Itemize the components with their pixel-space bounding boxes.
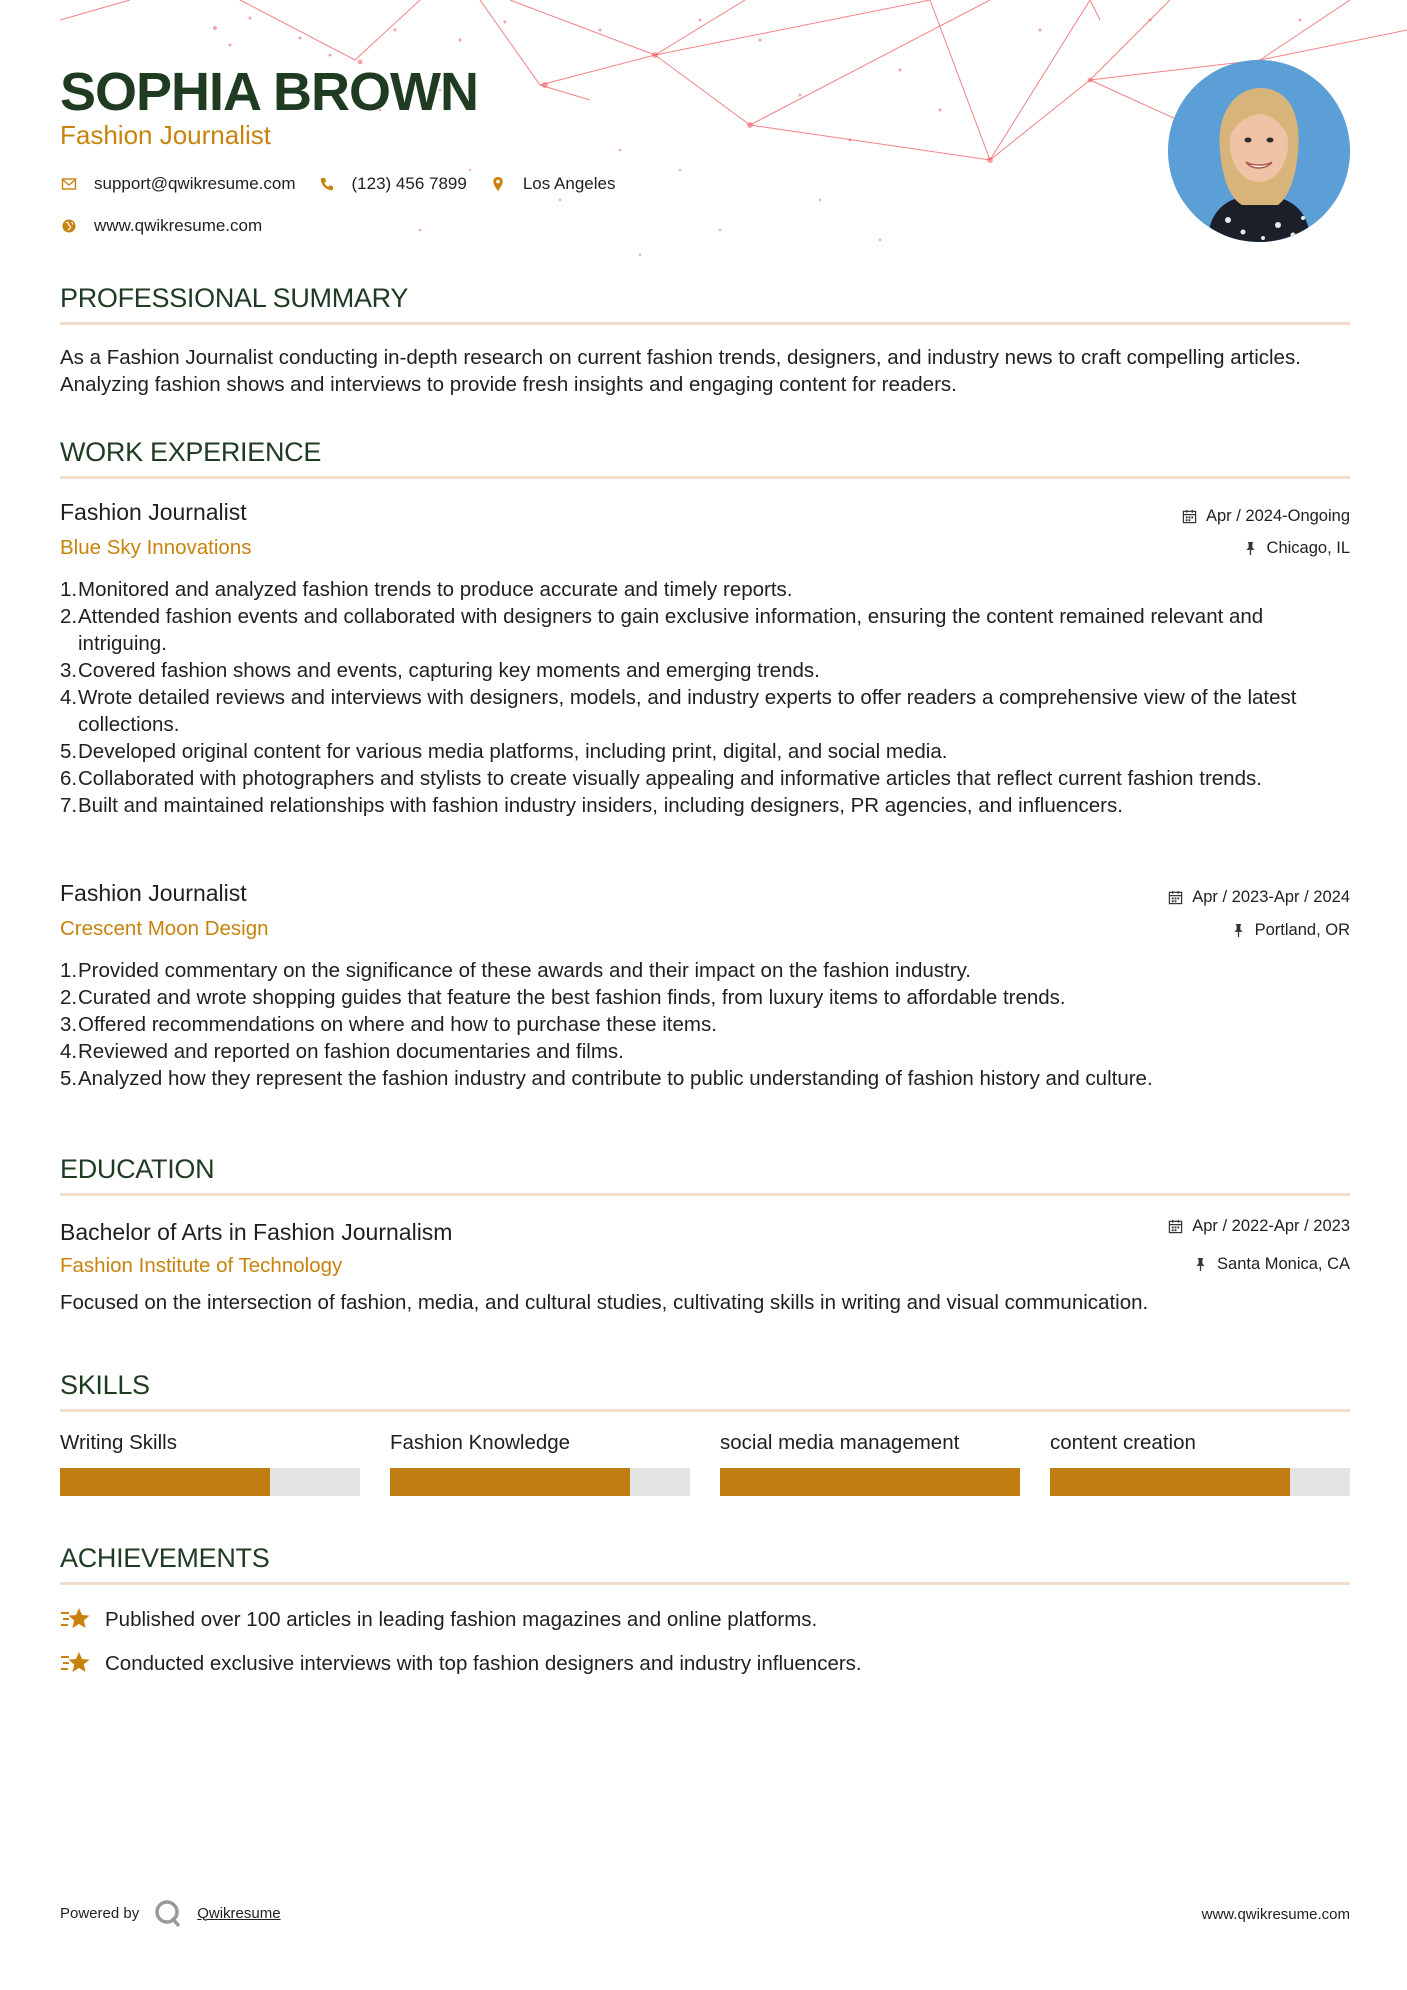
- list-item: 1. Provided commentary on the significance of these awards and their impact on the fashion industry.: [60, 959, 971, 982]
- education-location-text: Santa Monica, CA: [1217, 1255, 1350, 1273]
- list-item: 2. Attended fashion events and collaborated with designers to gain exclusive information, ensuring the content remained relevant and intriguing.: [60, 605, 1264, 655]
- calendar-icon: [1182, 509, 1197, 524]
- achievement-text: Published over 100 articles in leading fashion magazines and online platforms.: [105, 1607, 818, 1631]
- contact-phone[interactable]: [318, 174, 467, 194]
- achievements-heading: ACHIEVEMENTS: [60, 1543, 270, 1573]
- list-item: 3. Offered recommendations on where and how to purchase these items.: [60, 1013, 717, 1036]
- skill-bar-fill: [720, 1468, 1020, 1496]
- job-location-text: Portland, OR: [1254, 921, 1350, 939]
- education-heading: EDUCATION: [60, 1154, 215, 1184]
- list-item: 5. Analyzed how they represent the fashion industry and contribute to public understanding of fashion history and culture.: [60, 1067, 1153, 1090]
- location-text: Los Angeles: [522, 174, 616, 193]
- footer-powered-by: [60, 1898, 281, 1928]
- job-bullets: [60, 957, 1350, 1092]
- achievement-item: [60, 1649, 862, 1677]
- summary-heading: PROFESSIONAL SUMMARY: [60, 283, 409, 313]
- skill-bar: [390, 1468, 690, 1496]
- pushpin-icon: [1193, 1257, 1208, 1272]
- list-item: 1. Monitored and analyzed fashion trends to produce accurate and timely reports.: [60, 578, 793, 601]
- skill-item: [390, 1430, 690, 1456]
- globe-icon: [60, 217, 78, 235]
- website-text: www.qwikresume.com: [94, 216, 263, 235]
- skills-heading: SKILLS: [60, 1370, 150, 1400]
- contact-row: [60, 174, 637, 194]
- phone-icon: [318, 175, 336, 193]
- achievement-text: Conducted exclusive interviews with top fashion designers and industry influencers.: [105, 1651, 862, 1675]
- education-dates: [1168, 1216, 1350, 1236]
- footer-website[interactable]: www.qwikresume.com: [1201, 1906, 1350, 1923]
- education-description: Focused on the intersection of fashion, media, and cultural studies, cultivating skills in writing and visual communication.: [60, 1291, 1149, 1314]
- skill-bar-fill: [390, 1468, 630, 1496]
- section-divider: [60, 1582, 1350, 1585]
- candidate-name: SOPHIA BROWN: [60, 62, 478, 122]
- job-location: [1231, 920, 1350, 940]
- pushpin-icon: [1243, 541, 1258, 556]
- job-location-text: Chicago, IL: [1266, 539, 1350, 557]
- section-divider: [60, 476, 1350, 479]
- job-location: [1243, 538, 1350, 558]
- pushpin-icon: [1231, 923, 1246, 938]
- job-dates: [1168, 887, 1350, 907]
- company-name: Crescent Moon Design: [60, 917, 269, 940]
- qwikresume-link[interactable]: Qwikresume: [197, 1904, 281, 1922]
- list-item: 6. Collaborated with photographers and stylists to create visually appealing and informative articles that reflect current fashion trends.: [60, 767, 1262, 790]
- candidate-role: Fashion Journalist: [60, 120, 271, 150]
- summary-text: As a Fashion Journalist conducting in-depth research on current fashion trends, designers, and industry news to craft compelling articles. Analyzing fashion shows and interviews to provide fresh insights and engaging content for readers.: [60, 346, 1301, 396]
- envelope-icon: [60, 175, 78, 193]
- profile-photo: [1168, 60, 1350, 242]
- contact-website[interactable]: [60, 216, 262, 236]
- section-divider: [60, 1409, 1350, 1412]
- job-dates: [1182, 506, 1350, 526]
- education-location: [1193, 1254, 1350, 1274]
- list-item: 4. Reviewed and reported on fashion documentaries and films.: [60, 1040, 624, 1063]
- resume-page: [60, 0, 1350, 1990]
- school-name: Fashion Institute of Technology: [60, 1254, 343, 1277]
- skill-name: Fashion Knowledge: [390, 1431, 571, 1454]
- skill-name: content creation: [1050, 1431, 1196, 1454]
- powered-by-label: Powered by: [60, 1904, 140, 1922]
- education-dates-text: Apr / 2022-Apr / 2023: [1192, 1217, 1350, 1235]
- star-icon: [60, 1649, 92, 1677]
- star-icon: [60, 1605, 92, 1633]
- skill-name: social media management: [720, 1431, 960, 1454]
- calendar-icon: [1168, 1219, 1183, 1234]
- contact-row-2: [60, 216, 284, 236]
- list-item: 3. Covered fashion shows and events, capturing key moments and emerging trends.: [60, 659, 820, 682]
- section-divider: [60, 322, 1350, 325]
- contact-email[interactable]: [60, 174, 296, 194]
- skill-bar: [720, 1468, 1020, 1496]
- job-dates-text: Apr / 2023-Apr / 2024: [1192, 888, 1350, 906]
- experience-heading: WORK EXPERIENCE: [60, 437, 322, 467]
- job-title: Fashion Journalist: [60, 499, 247, 525]
- skill-bar-fill: [1050, 1468, 1290, 1496]
- achievement-item: [60, 1605, 817, 1633]
- company-name: Blue Sky Innovations: [60, 536, 252, 559]
- portrait-illustration: [1168, 60, 1350, 242]
- list-item: 5. Developed original content for various media platforms, including print, digital, and social media.: [60, 740, 948, 763]
- email-text: support@qwikresume.com: [94, 174, 296, 193]
- contact-location: [489, 174, 616, 194]
- list-item: 2. Curated and wrote shopping guides that feature the best fashion finds, from luxury items to affordable trends.: [60, 986, 1066, 1009]
- skill-bar: [60, 1468, 360, 1496]
- list-item: 4. Wrote detailed reviews and interviews with designers, models, and industry experts to offer readers a comprehensive view of the latest collections.: [60, 686, 1297, 736]
- qwikresume-logo-icon: [153, 1898, 183, 1928]
- skill-item: [720, 1430, 1020, 1456]
- job-title: Fashion Journalist: [60, 880, 247, 906]
- skill-name: Writing Skills: [60, 1431, 177, 1454]
- skill-bar-fill: [60, 1468, 270, 1496]
- skill-item: [1050, 1430, 1350, 1456]
- section-divider: [60, 1193, 1350, 1196]
- degree-title: Bachelor of Arts in Fashion Journalism: [60, 1219, 453, 1245]
- job-bullets: [60, 576, 1350, 819]
- calendar-icon: [1168, 890, 1183, 905]
- list-item: 7. Built and maintained relationships with fashion industry insiders, including designers, PR agencies, and influencers.: [60, 794, 1123, 817]
- skill-item: [60, 1430, 360, 1456]
- skill-bar: [1050, 1468, 1350, 1496]
- job-dates-text: Apr / 2024-Ongoing: [1205, 507, 1350, 525]
- map-pin-icon: [489, 175, 507, 193]
- phone-text: (123) 456 7899: [351, 174, 467, 193]
